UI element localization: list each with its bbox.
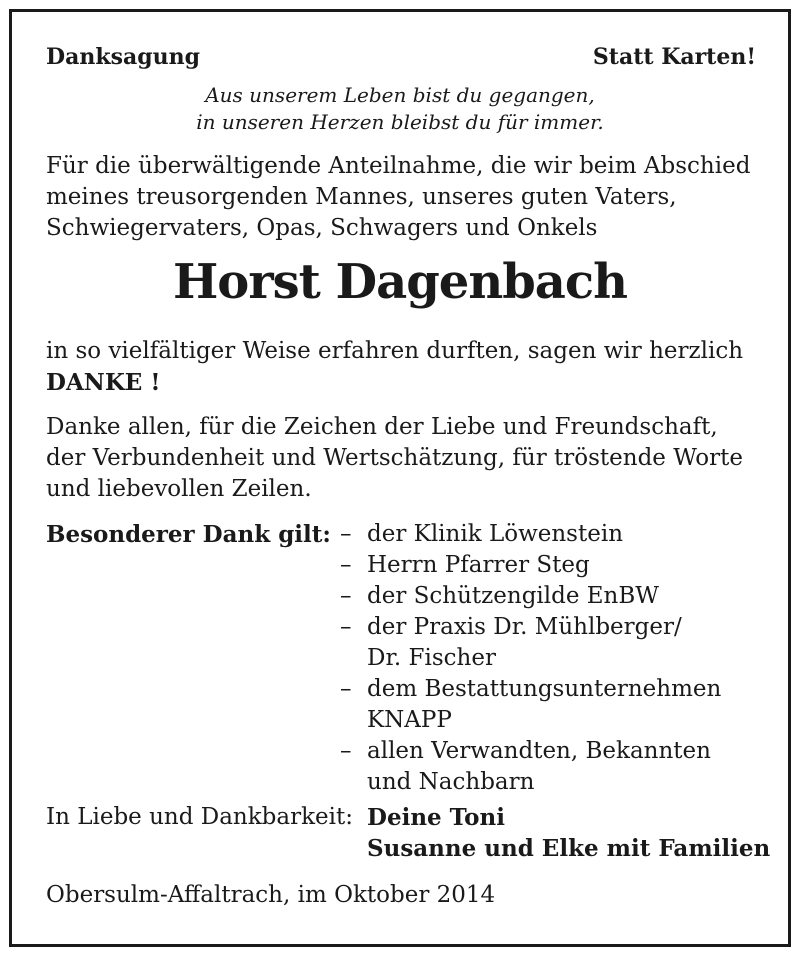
motto-line: Aus unserem Leben bist du gegangen,: [205, 83, 595, 107]
header-right: Statt Karten!: [592, 44, 756, 70]
thanks-line: in so vielfältiger Weise erfahren durften, sagen wir herzlich: [46, 338, 744, 364]
dash: –: [340, 552, 352, 578]
signature-name: Deine Toni: [367, 804, 505, 831]
list-item-continuation: und Nachbarn: [367, 769, 535, 795]
paragraph-line: der Verbundenheit und Wertschätzung, für tröstende Worte: [46, 445, 743, 471]
list-item-text: der Klinik Löwenstein: [367, 521, 624, 547]
special-thanks-list: [340, 519, 721, 798]
intro-line: Schwiegervaters, Opas, Schwagers und Onkels: [46, 215, 598, 241]
list-item: [340, 736, 721, 798]
dash: –: [340, 521, 352, 547]
list-item: [340, 612, 721, 674]
thanks-word: DANKE !: [46, 369, 161, 396]
signature-name: Susanne und Elke mit Familien: [367, 835, 771, 862]
intro-text: [46, 151, 750, 244]
list-item: [340, 550, 721, 581]
signature-names: [367, 802, 770, 864]
deceased-name: Horst Dagenbach: [172, 254, 628, 310]
dash: –: [340, 614, 352, 640]
list-item-text: der Praxis Dr. Mühlberger/: [367, 614, 682, 640]
dash: –: [340, 583, 352, 609]
dash: –: [340, 676, 352, 702]
signature-label: In Liebe und Dankbarkeit:: [46, 804, 353, 830]
paragraph-line: und liebevollen Zeilen.: [46, 476, 312, 502]
list-item-text: der Schützengilde EnBW: [367, 583, 659, 609]
paragraph-line: Danke allen, für die Zeichen der Liebe und Freundschaft,: [46, 414, 718, 440]
list-item-text: allen Verwandten, Bekannten: [367, 738, 711, 764]
motto: [0, 82, 800, 136]
header-left: Danksagung: [46, 44, 200, 70]
list-item-continuation: KNAPP: [367, 707, 452, 733]
list-item-text: Herrn Pfarrer Steg: [367, 552, 590, 578]
list-item: [340, 519, 721, 550]
thanks-text: [46, 336, 743, 398]
place-date: Obersulm-Affaltrach, im Oktober 2014: [46, 882, 496, 908]
intro-line: Für die überwältigende Anteilnahme, die wir beim Abschied: [46, 153, 751, 179]
list-item-continuation: Dr. Fischer: [367, 645, 496, 671]
intro-line: meines treusorgenden Mannes, unseres guten Vaters,: [46, 184, 677, 210]
list-item-text: dem Bestattungsunternehmen: [367, 676, 722, 702]
paragraph-two: [46, 412, 743, 505]
special-thanks-label: Besonderer Dank gilt:: [46, 521, 331, 548]
list-item: [340, 674, 721, 736]
list-item: [340, 581, 721, 612]
motto-line: in unseren Herzen bleibst du für immer.: [196, 110, 604, 134]
dash: –: [340, 738, 352, 764]
